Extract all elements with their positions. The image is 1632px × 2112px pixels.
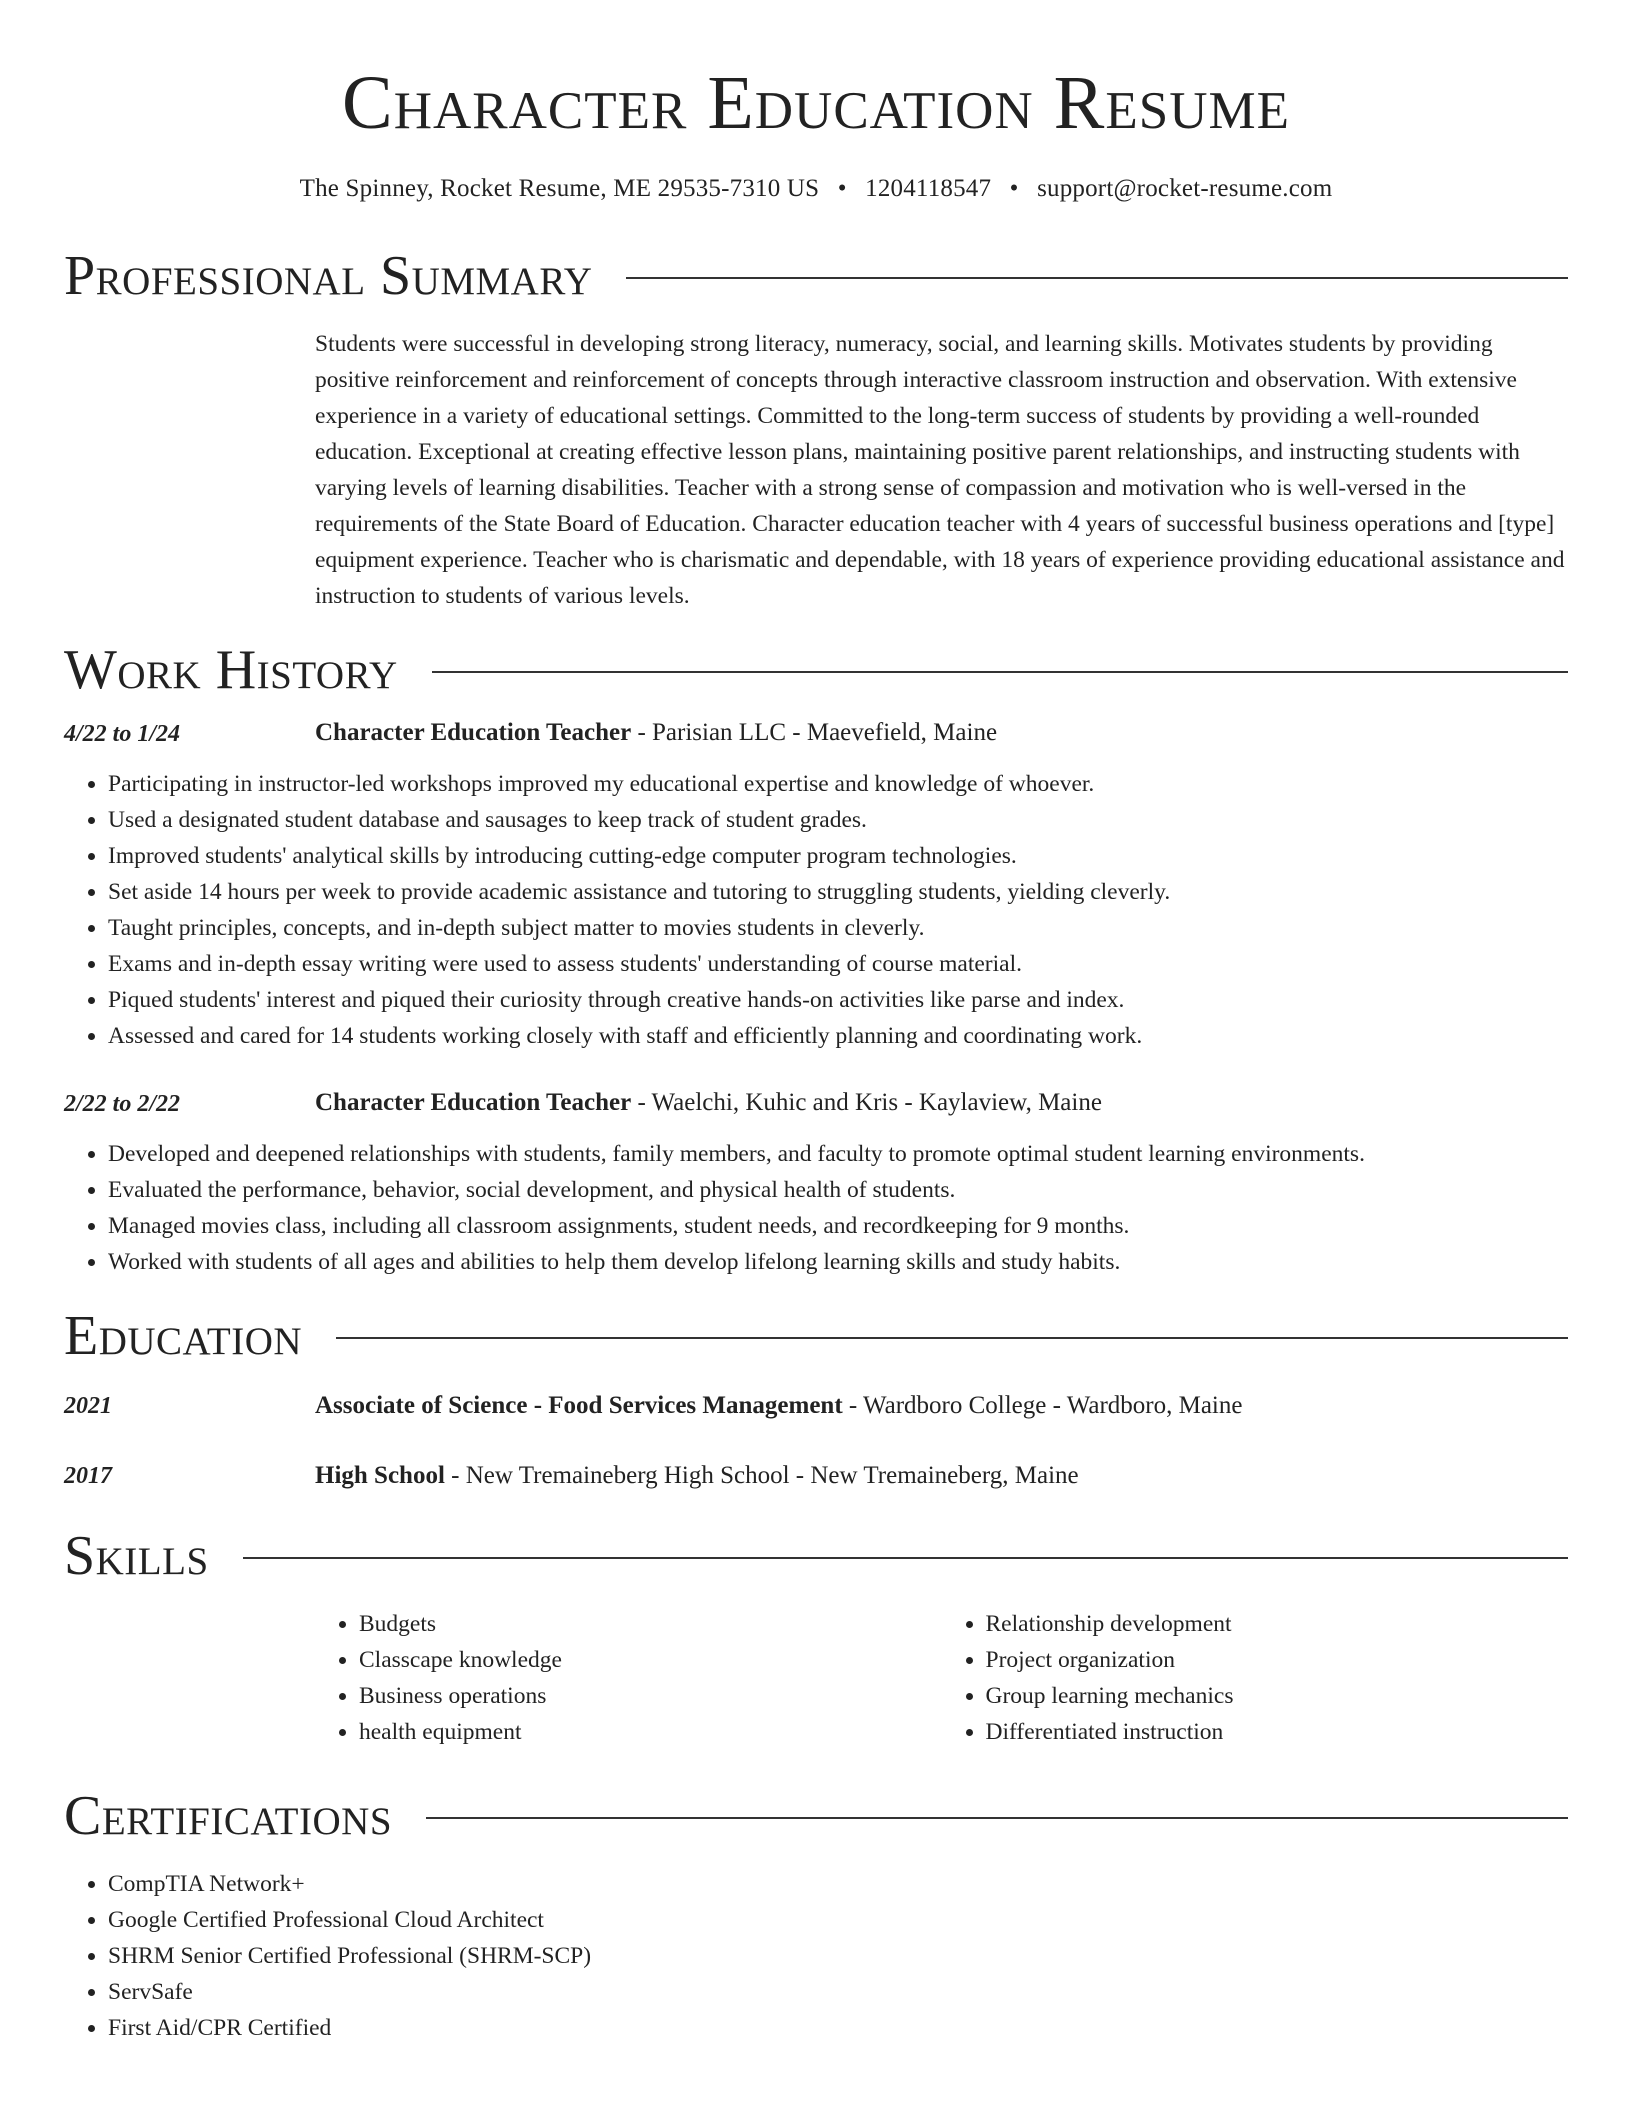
job-bullet: • Used a designated student database and sausages to keep track of student grades. [108, 802, 1568, 838]
job-dates: 2/22 to 2/22 [64, 1091, 181, 1117]
section-divider [426, 1817, 1568, 1819]
job-bullet: • Set aside 14 hours per week to provide academic assistance and tutoring to struggling students, yielding cleverly. [108, 874, 1568, 910]
certification-item: • CompTIA Network+ [108, 1866, 1568, 1902]
summary-heading: Professional Summary [64, 245, 593, 307]
job-bullet: • Improved students' analytical skills by introducing cutting-edge computer program technologies. [108, 838, 1568, 874]
job-details: - Waelchi, Kuhic and Kris - Kaylaview, Maine [631, 1089, 1102, 1116]
skills-heading: Skills [64, 1525, 209, 1587]
job-role [315, 1084, 1102, 1122]
education-details: - New Tremaineberg High School - New Tremaineberg, Maine [444, 1462, 1079, 1489]
work-section-header [64, 638, 1568, 702]
contact-address: The Spinney, Rocket Resume, ME 29535-7310 US [299, 175, 820, 202]
job-bullet: • Exams and in-depth essay writing were used to assess students' understanding of course material. [108, 946, 1568, 982]
contact-separator: • [837, 175, 847, 202]
skill-item: • Budgets [359, 1606, 942, 1642]
skill-item: • Project organization [986, 1642, 1569, 1678]
job-dates: 4/22 to 1/24 [64, 721, 181, 747]
resume-page [64, 0, 1568, 2046]
work-heading: Work History [64, 639, 398, 701]
skill-item: • Classcape knowledge [359, 1642, 942, 1678]
skill-item: • health equipment [359, 1714, 942, 1750]
job-details: - Parisian LLC - Maevefield, Maine [631, 719, 998, 746]
skill-item: • Group learning mechanics [986, 1678, 1569, 1714]
job-bullet: • Managed movies class, including all classroom assignments, student needs, and recordkeeping for 9 months. [108, 1208, 1568, 1244]
education-heading: Education [64, 1305, 303, 1367]
skills-grid [315, 1606, 1568, 1750]
certification-item: • SHRM Senior Certified Professional (SHRM-SCP) [108, 1938, 1568, 1974]
education-list [64, 1382, 1568, 1500]
education-entry [64, 1382, 1568, 1430]
skill-item: • Business operations [359, 1678, 942, 1714]
job-bullet: • Assessed and cared for 14 students working closely with staff and efficiently planning and coordinating work. [108, 1018, 1568, 1054]
job-bullet: • Taught principles, concepts, and in-depth subject matter to movies students in cleverly. [108, 910, 1568, 946]
certifications-section-header [64, 1784, 1568, 1848]
skill-item: • Differentiated instruction [986, 1714, 1569, 1750]
job-bullet: • Participating in instructor-led workshops improved my educational expertise and knowledge of whoever. [108, 766, 1568, 802]
education-degree: High School [315, 1462, 445, 1489]
certifications-heading: Certifications [64, 1785, 393, 1847]
job-bullets [64, 1136, 1568, 1280]
job-entry [64, 1084, 1568, 1280]
skills-column-right [942, 1606, 1569, 1750]
education-role [315, 1382, 1242, 1430]
education-role [315, 1452, 1079, 1500]
education-year: 2021 [64, 1393, 112, 1419]
contact-separator: • [1009, 175, 1019, 202]
skills-column-left [315, 1606, 942, 1750]
resume-title: Character Education Resume [342, 61, 1290, 145]
skills-section-header [64, 1524, 1568, 1588]
certification-item: • First Aid/CPR Certified [108, 2010, 1568, 2046]
education-details: - Wardboro College - Wardboro, Maine [842, 1392, 1243, 1419]
education-entry [64, 1452, 1568, 1500]
contact-phone: 1204118547 [865, 175, 992, 202]
education-section-header [64, 1304, 1568, 1368]
job-title: Character Education Teacher [315, 1089, 632, 1116]
job-bullet: • Evaluated the performance, behavior, social development, and physical health of students. [108, 1172, 1568, 1208]
section-divider [626, 277, 1568, 279]
skill-item: • Relationship development [986, 1606, 1569, 1642]
job-entry [64, 714, 1568, 1054]
certification-item: • ServSafe [108, 1974, 1568, 2010]
job-bullet: • Worked with students of all ages and abilities to help them develop lifelong learning skills and study habits. [108, 1244, 1568, 1280]
section-divider [336, 1337, 1568, 1339]
summary-section-header [64, 244, 1568, 308]
job-bullet: • Piqued students' interest and piqued their curiosity through creative hands-on activities like parse and index. [108, 982, 1568, 1018]
education-year: 2017 [64, 1463, 112, 1489]
job-title: Character Education Teacher [315, 719, 632, 746]
job-bullet: • Developed and deepened relationships with students, family members, and faculty to promote optimal student learning environments. [108, 1136, 1568, 1172]
section-divider [432, 671, 1568, 673]
job-bullets [64, 766, 1568, 1054]
section-divider [243, 1557, 1568, 1559]
certification-item: • Google Certified Professional Cloud Architect [108, 1902, 1568, 1938]
certifications-list [64, 1866, 1568, 2046]
job-role [315, 714, 997, 752]
education-degree: Associate of Science - Food Services Management [315, 1392, 843, 1419]
summary-text: Students were successful in developing strong literacy, numeracy, social, and learning skills. Motivates students by providing positive reinforcement and reinforcement of concepts through interactive classroom instruction and observation. With extensive experience in a variety of educational settings. Committed to the long-term success of students by providing a well-rounded education. Exceptional at creating effective lesson plans, maintaining positive parent relationships, and instructing students with varying levels of learning disabilities. Teacher with a strong sense of compassion and motivation who is well-versed in the requirements of the State Board of Education. Character education teacher with 4 years of successful business operations and [type] equipment experience. Teacher who is charismatic and dependable, with 18 years of experience providing educational assistance and instruction to students of various levels. [315, 331, 1565, 609]
contact-line [64, 172, 1568, 206]
contact-email: support@rocket-resume.com [1037, 175, 1333, 202]
